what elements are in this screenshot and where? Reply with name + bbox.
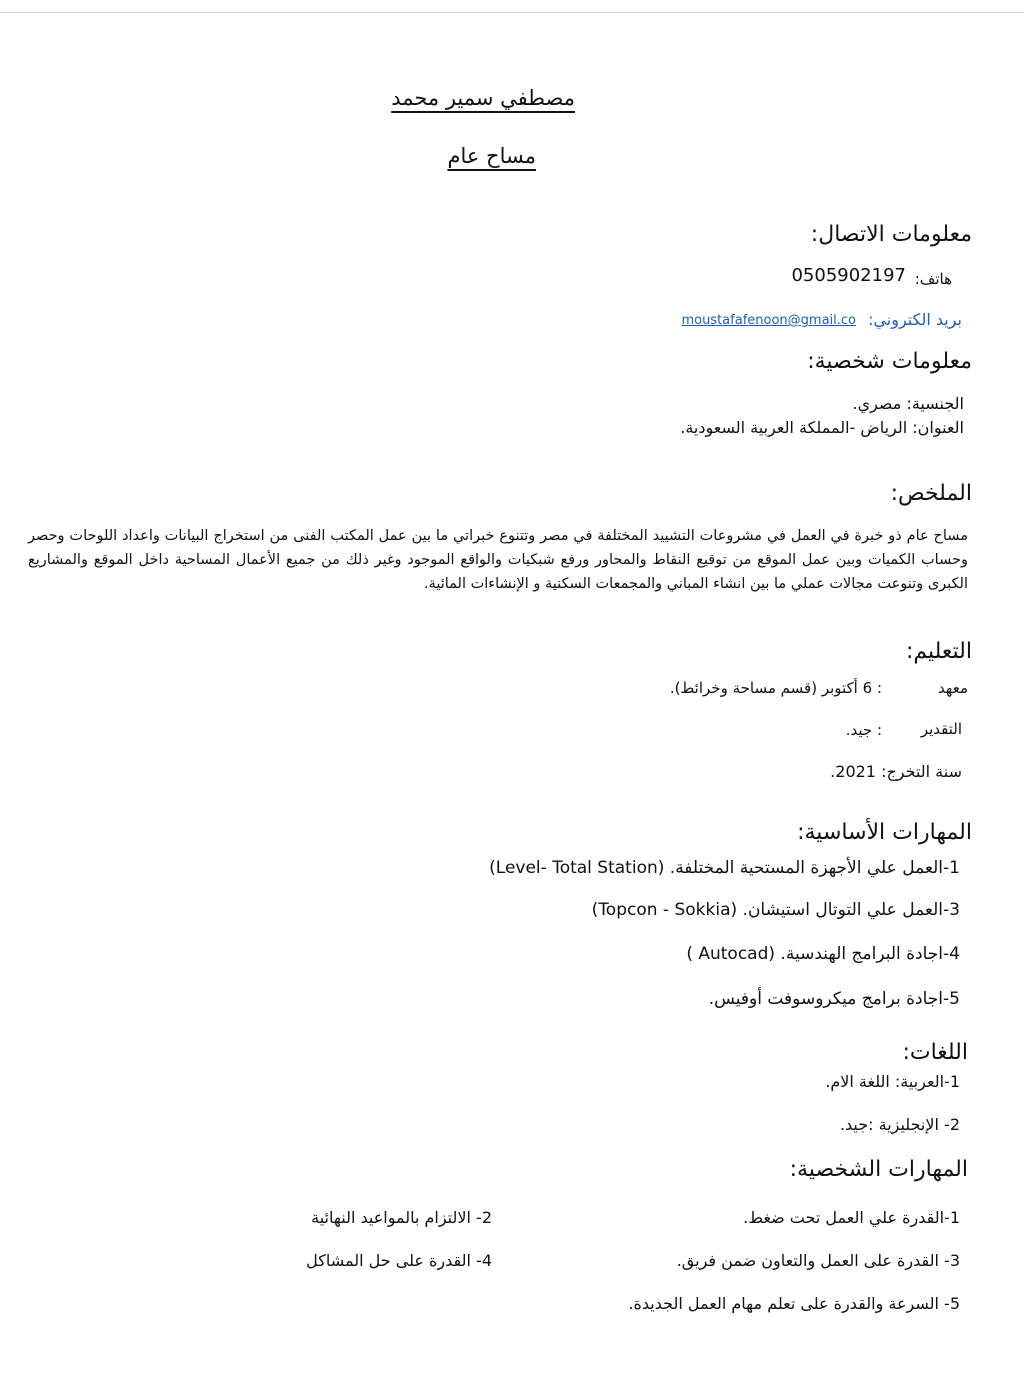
grade-value: : جيد.	[845, 721, 882, 739]
contact-heading: معلومات الاتصال:	[810, 222, 972, 247]
candidate-name: مصطفي سمير محمد	[391, 86, 575, 110]
top-divider	[0, 12, 1024, 13]
personal-skill-item: 4- القدرة على حل المشاكل	[306, 1251, 492, 1270]
personal-skill-item: 5- السرعة والقدرة على تعلم مهام العمل الجديدة.	[628, 1294, 960, 1313]
summary-heading: الملخص:	[890, 481, 972, 506]
phone-label: هاتف:	[914, 270, 952, 288]
language-item: 2- الإنجليزية :جيد.	[839, 1115, 960, 1134]
core-skill-item: 4-اجادة البرامج الهندسية. (Autocad )	[686, 944, 960, 964]
email-label: بريد الكتروني:	[868, 310, 962, 329]
grade-label: التقدير	[920, 720, 962, 738]
core-skills-heading: المهارات الأساسية:	[797, 820, 972, 845]
core-skill-item: 1-العمل علي الأجهزة المستحية المختلفة. (Level- Total Station)	[489, 858, 960, 878]
job-title: مساح عام	[447, 144, 536, 168]
email-link[interactable]: moustafafenoon@gmail.co	[681, 313, 856, 328]
summary-paragraph: مساح عام ذو خبرة في العمل في مشروعات التشييد المختلفة في مصر وتتنوع خبراتي ما بين عمل المكتب الفنى من استخراج البيانات واعداد اللوحات وحصر وحساب الكميات وبين عمل الموقع من توقيع النقاط والمحاور ورفع شبكيات والواقع الموجود وغير ذلك من جميع الأعمال المساحية داخل الموقع والمشاريع الكبرى وتنوعت مجالات عملي ما بين انشاء المباني والمجمعات السكنية و الإنشاءات المائية.	[28, 528, 968, 592]
address-line: العنوان: الرياض -المملكة العربية السعودية.	[680, 418, 964, 437]
institute-value: : 6 أكتوبر (قسم مساحة وخرائط).	[669, 679, 882, 697]
core-skill-item: 3-العمل علي التوتال استيشان. (Topcon - Sokkia)	[591, 900, 960, 920]
personal-skill-item: 1-القدرة علي العمل تحت ضغط.	[743, 1208, 960, 1227]
personal-info-heading: معلومات شخصية:	[807, 349, 972, 374]
core-skill-item: 5-اجادة برامج ميكروسوفت أوفيس.	[708, 989, 960, 1009]
languages-heading: اللغات:	[902, 1040, 968, 1065]
institute-label: معهد	[937, 679, 968, 697]
personal-skill-item: 3- القدرة على العمل والتعاون ضمن فريق.	[676, 1251, 960, 1270]
education-heading: التعليم:	[905, 639, 972, 664]
personal-skill-item: 2- الالتزام بالمواعيد النهائية	[311, 1208, 492, 1227]
graduation-year: سنة التخرج: 2021.	[830, 762, 962, 781]
nationality-line: الجنسية: مصري.	[852, 394, 964, 413]
phone-value: 0505902197	[791, 265, 906, 286]
personal-skills-heading: المهارات الشخصية:	[789, 1157, 968, 1182]
language-item: 1-العربية: اللغة الام.	[825, 1072, 960, 1091]
